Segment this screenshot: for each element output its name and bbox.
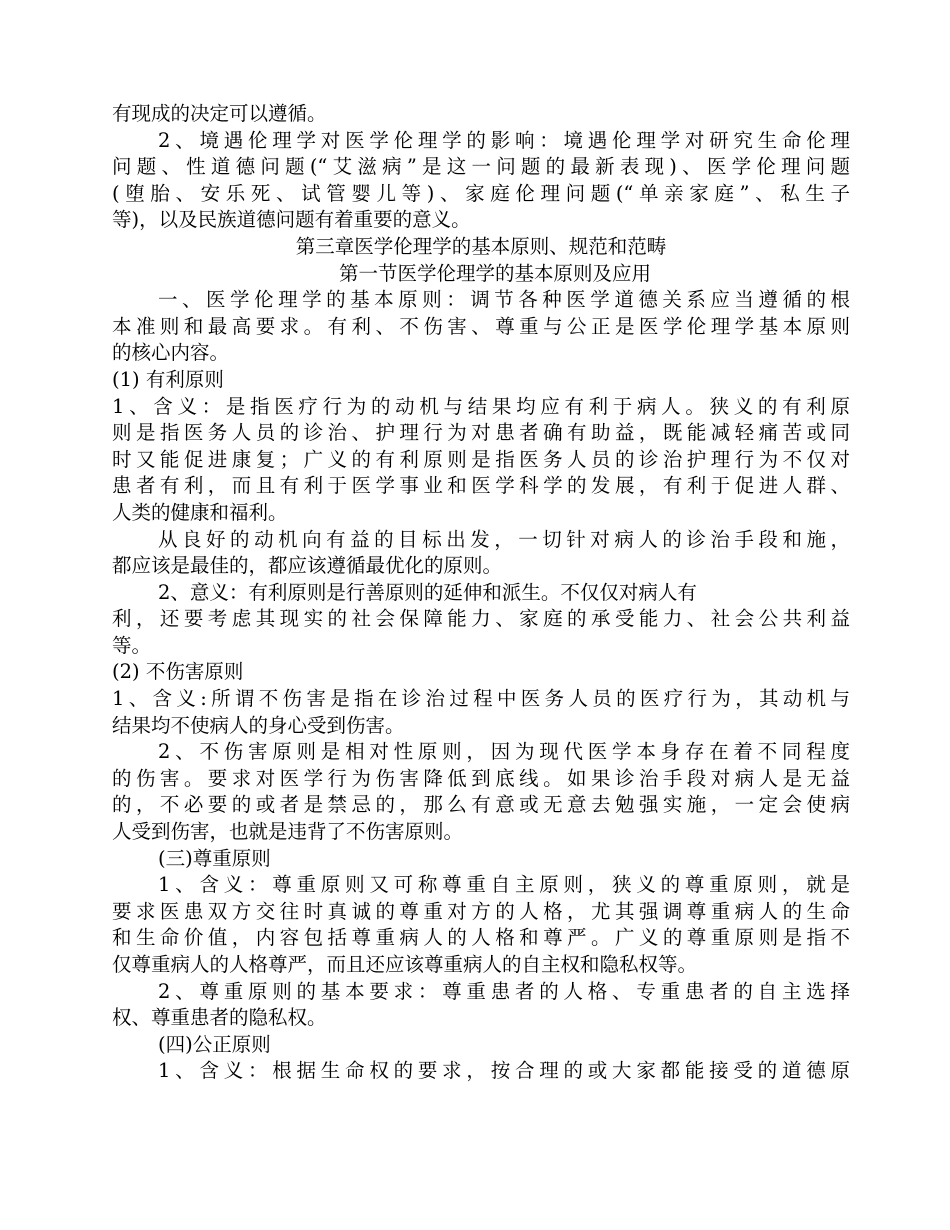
text-line: 则是指医务人员的诊治、护理行为对患者确有助益，既能减轻痛苦或同 [112,421,850,445]
text-line: 2、不伤害原则是相对性原则，因为现代医学本身存在着不同程度 [158,740,850,764]
text-line: 问题、性道德问题(“艾滋病”是这一问题的最新表现)、医学伦理问题 [112,155,850,179]
subheading: (三)尊重原则 [158,846,271,870]
text-line: 从良好的动机向有益的目标出发，一切针对病人的诊治手段和施， [158,527,850,551]
text-line: 2、境遇伦理学对医学伦理学的影响：境遇伦理学对研究生命伦理 [158,128,850,152]
text-line: 本准则和最高要求。有利、不伤害、尊重与公正是医学伦理学基本原则 [112,314,850,338]
chapter-heading: 第三章医学伦理学的基本原则、规范和范畴 [295,234,667,258]
text-line: 人类的健康和福利。 [112,500,288,524]
text-line: 利，还要考虑其现实的社会保障能力、家庭的承受能力、社会公共利益 [112,607,850,631]
text-line: 患者有利，而且有利于医学事业和医学科学的发展，有利于促进人群、 [112,474,850,498]
text-line: 等。 [112,633,152,657]
text-line: 权、尊重患者的隐私权。 [112,1006,327,1030]
text-line: 结果均不使病人的身心受到伤害。 [112,713,405,737]
text-line: 的伤害。要求对医学行为伤害降低到底线。如果诊治手段对病人是无益 [112,766,850,790]
document-page [112,101,850,1085]
text-line: 的，不必要的或者是禁忌的，那么有意或无意去勉强实施，一定会使病 [112,793,850,817]
text-line: 时又能促进康复；广义的有利原则是指医务人员的诊治护理行为不仅对 [112,447,850,471]
text-line: 都应该是最佳的，都应该遵循最优化的原则。 [112,554,503,578]
text-line: 的核心内容。 [112,341,230,365]
text-line: 仅尊重病人的人格尊严，而且还应该尊重病人的自主权和隐私权等。 [112,953,698,976]
text-line: 1、含义：尊重原则又可称尊重自主原则，狭义的尊重原则，就是 [158,873,850,897]
section-heading: 第一节医学伦理学的基本原则及应用 [338,261,651,285]
subheading: (2) 不伤害原则 [112,660,244,684]
subheading: (1) 有利原则 [112,367,224,391]
text-line: 有现成的决定可以遵循。 [112,102,327,125]
subheading: (四)公正原则 [158,1032,271,1056]
text-line: 2、意义：有利原则是行善原则的延伸和派生。不仅仅对病人有 [158,580,697,604]
text-line: 一、医学伦理学的基本原则：调节各种医学道德关系应当遵循的根 [158,288,850,312]
text-line: 等)，以及民族道德问题有着重要的意义。 [112,208,471,232]
text-line: 1、含义：根据生命权的要求，按合理的或大家都能接受的道德原 [158,1059,850,1083]
text-line: 2、尊重原则的基本要求：尊重患者的人格、专重患者的自主选择 [158,979,850,1003]
text-line: 人受到伤害，也就是违背了不伤害原则。 [112,820,464,844]
text-line: 和生命价值，内容包括尊重病人的人格和尊严。广义的尊重原则是指不 [112,926,850,950]
text-line: 要求医患双方交往时真诚的尊重对方的人格，尤其强调尊重病人的生命 [112,899,850,923]
text-line: 1、含义:所谓不伤害是指在诊治过程中医务人员的医疗行为，其动机与 [112,687,850,711]
text-line: (堕胎、安乐死、试管婴儿等)、家庭伦理问题(“单亲家庭”、私生子 [112,181,850,205]
text-line: 1、含义：是指医疗行为的动机与结果均应有利于病人。狭义的有利原 [112,394,850,418]
